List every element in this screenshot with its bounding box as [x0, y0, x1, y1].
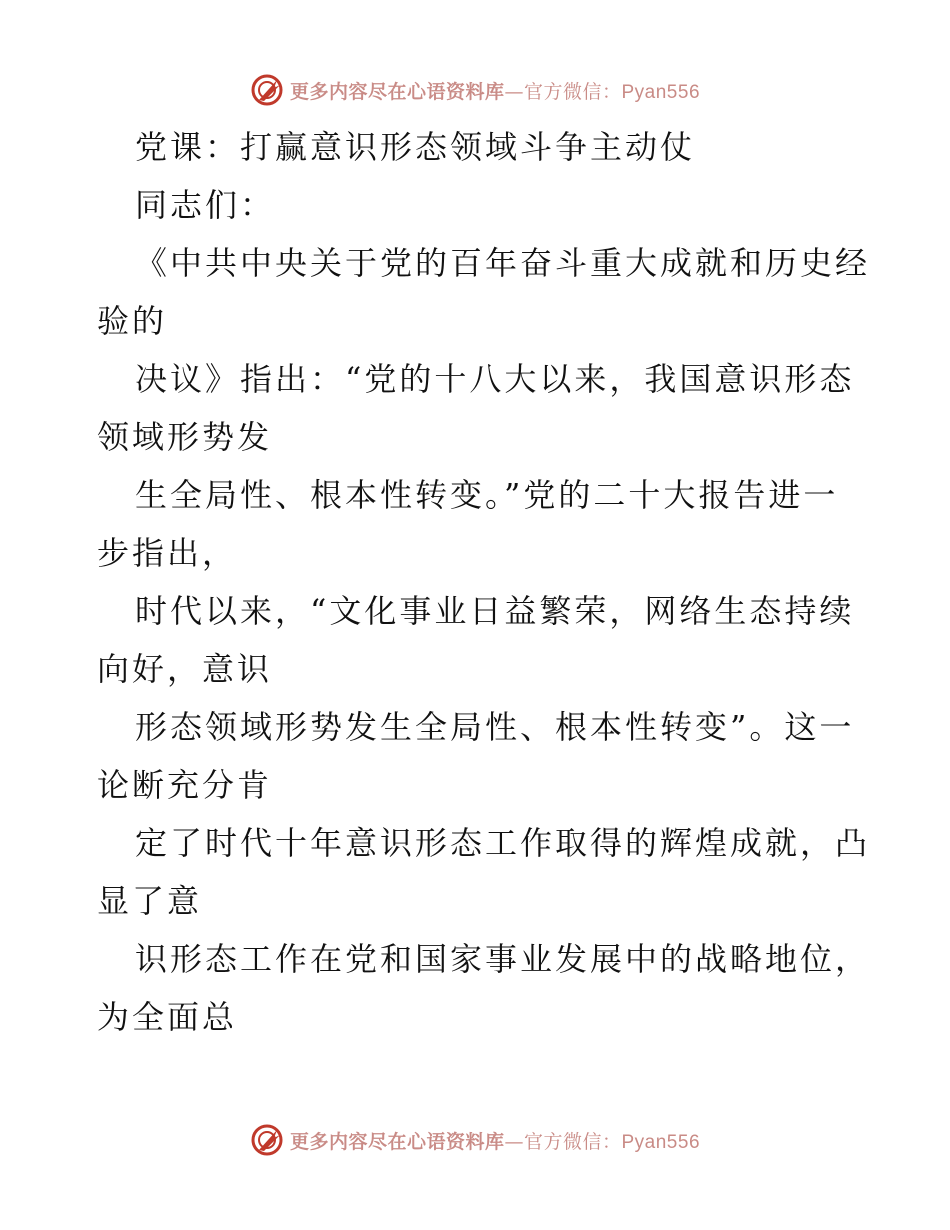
text-line: 定了时代十年意识形态工作取得的辉煌成就，凸	[135, 824, 871, 862]
text-line: 识形态工作在党和国家事业发展中的战略地位，	[135, 940, 871, 978]
text-line: 论断充分肯	[97, 766, 273, 804]
text-line: 时代以来，“文化事业日益繁荣，网络生态持续	[135, 592, 855, 630]
text-line: 向好，意识	[97, 650, 273, 688]
text-line: 为全面总	[97, 998, 238, 1036]
footer-banner-text: 更多内容尽在心语资料库—官方微信：Pyan556	[289, 1130, 701, 1153]
text-line: 验的	[97, 302, 168, 340]
text-line: 形态领域形势发生全局性、根本性转变”。这一	[135, 708, 855, 746]
document-title: 党课：打赢意识形态领域斗争主动仗	[135, 128, 696, 166]
text-line: 《中共中央关于党的百年奋斗重大成就和历史经	[135, 244, 871, 282]
document-body	[97, 118, 871, 1046]
header-banner-text: 更多内容尽在心语资料库—官方微信：Pyan556	[289, 80, 701, 103]
text-line: 步指出，	[97, 534, 238, 572]
text-line: 决议》指出：“党的十八大以来，我国意识形态	[135, 360, 855, 398]
quill-pen-logo-icon	[250, 73, 284, 107]
header-banner	[0, 70, 950, 110]
text-line: 生全局性、根本性转变。”党的二十大报告进一	[135, 476, 839, 514]
quill-pen-logo-icon	[250, 1123, 284, 1157]
text-line: 同志们：	[135, 186, 276, 224]
footer-banner	[0, 1120, 950, 1160]
text-line: 领域形势发	[97, 418, 273, 456]
text-line: 显了意	[97, 882, 203, 920]
